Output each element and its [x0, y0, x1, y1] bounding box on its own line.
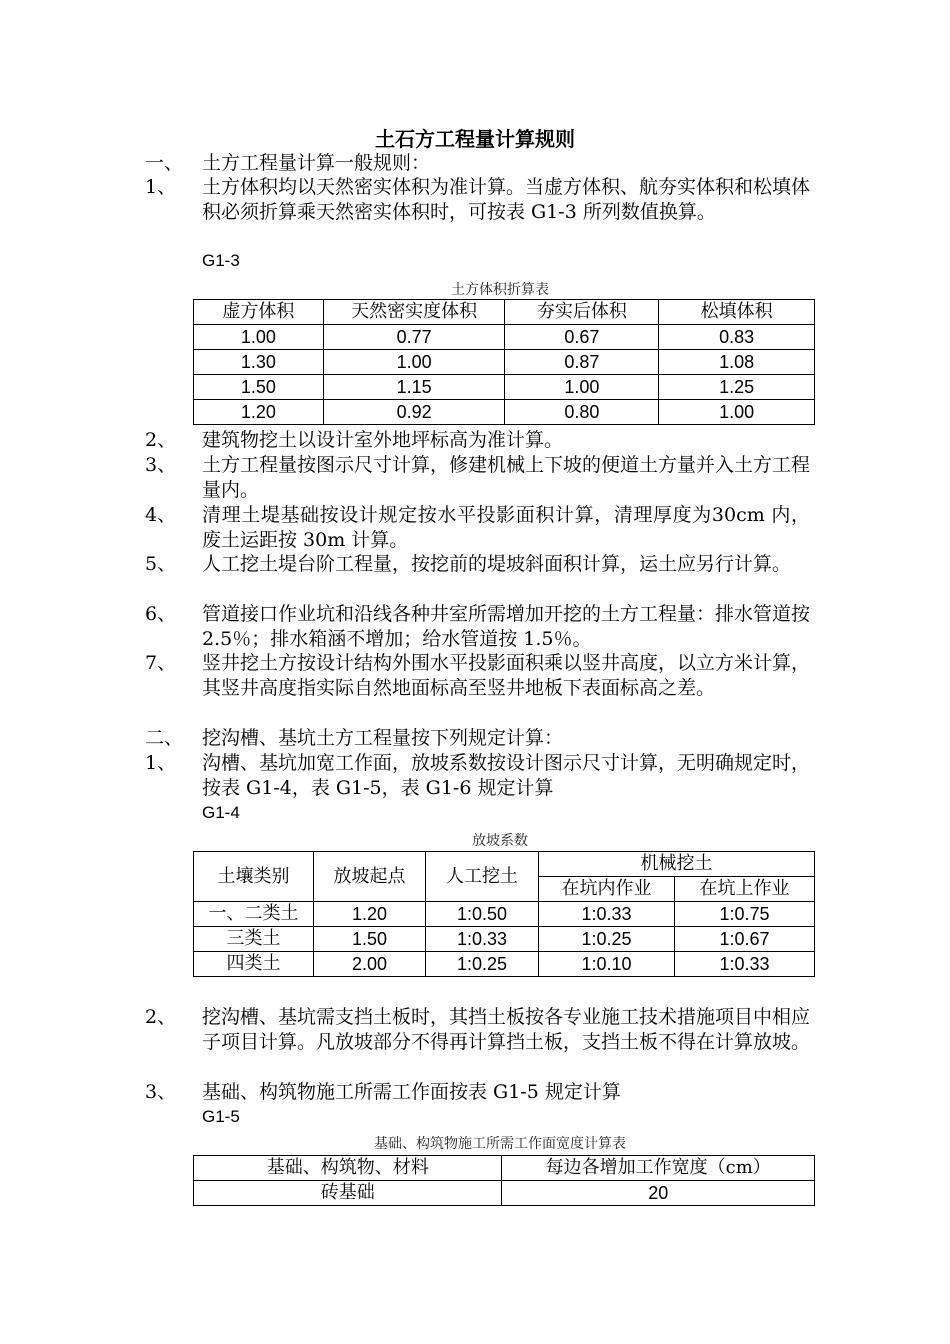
table-cell: 1.00 — [323, 350, 505, 375]
item-number: 1、 — [145, 176, 177, 198]
table-header-cell: 虚方体积 — [194, 300, 324, 325]
item-number: 2、 — [145, 429, 177, 451]
rule-item — [145, 1005, 810, 1054]
item-text: 土方工程量按图示尺寸计算，修建机械上下坡的便道土方量并入土方工程量内。 — [202, 454, 811, 501]
table-header-cell: 天然密实度体积 — [323, 300, 505, 325]
item-number: 3、 — [145, 454, 177, 476]
item-number: 6、 — [145, 603, 177, 625]
item-text: 人工挖土堤台阶工程量，按挖前的堤坡斜面积计算，运土应另行计算。 — [202, 553, 792, 575]
table-cell: 0.87 — [505, 350, 659, 375]
table-header-cell: 在坑上作业 — [675, 877, 815, 902]
table-cell: 20 — [502, 1181, 815, 1206]
rule-item — [145, 503, 810, 552]
table-cell: 四类土 — [194, 952, 314, 977]
table-cell: 砖基础 — [194, 1181, 502, 1206]
table-cell: 2.00 — [314, 952, 426, 977]
table-cell: 1.15 — [323, 375, 505, 400]
table-cell: 1.08 — [659, 350, 815, 375]
rule-item — [145, 1080, 810, 1105]
table-header-cell: 土壤类别 — [194, 852, 314, 902]
item-text: 清理土堤基础按设计规定按水平投影面积计算，清理厚度为30cm 内，废土运距按 30m 计算。 — [202, 504, 810, 551]
table-row — [194, 325, 815, 350]
table-row — [194, 927, 815, 952]
slope-coefficient-table — [193, 851, 815, 977]
table-header-cell: 基础、构筑物、材料 — [194, 1156, 502, 1181]
item-text: 土方体积均以天然密实体积为准计算。当虚方体积、航夯实体积和松填体积必须折算乘天然密实体积时，可按表 G1-3 所列数值换算。 — [202, 176, 811, 223]
table-row — [194, 902, 815, 927]
rule-item — [145, 602, 810, 651]
rule-item — [145, 453, 810, 502]
table-header-cell: 在坑内作业 — [539, 877, 675, 902]
document-title: 土石方工程量计算规则 — [375, 127, 575, 151]
table-header-cell: 机械挖土 — [539, 852, 815, 877]
table-header-cell: 夯实后体积 — [505, 300, 659, 325]
item-text: 管道接口作业坑和沿线各种井室所需增加开挖的土方工程量：排水管道按 2.5％；排水箱涵不增加；给水管道按 1.5％。 — [202, 603, 811, 650]
table-row — [194, 400, 815, 425]
item-text: 建筑物挖土以设计室外地坪标高为准计算。 — [202, 429, 564, 451]
table-header-cell: 放坡起点 — [314, 852, 426, 902]
table-caption: 放坡系数 — [472, 833, 528, 849]
table-cell: 1.20 — [314, 902, 426, 927]
table-cell: 0.83 — [659, 325, 815, 350]
item-text: 竖井挖土方按设计结构外围水平投影面积乘以竖井高度，以立方米计算，其竖井高度指实际自然地面标高至竖井地板下表面标高之差。 — [202, 652, 811, 699]
table-cell: 1:0.33 — [426, 927, 539, 952]
table-cell: 一、二类土 — [194, 902, 314, 927]
table-cell: 三类土 — [194, 927, 314, 952]
table-cell: 1.25 — [659, 375, 815, 400]
table-cell: 1.20 — [194, 400, 324, 425]
table-header-cell: 人工挖土 — [426, 852, 539, 902]
rule-item — [145, 751, 810, 800]
table-row — [194, 1181, 815, 1206]
table-cell: 1:0.75 — [675, 902, 815, 927]
section-heading-1 — [145, 151, 810, 176]
table-row — [194, 375, 815, 400]
table-caption: 基础、构筑物施工所需工作面宽度计算表 — [374, 1136, 626, 1152]
table-cell: 0.80 — [505, 400, 659, 425]
table-cell: 1.00 — [194, 325, 324, 350]
section-number: 二、 — [145, 727, 184, 749]
table-code: G1-3 — [202, 251, 240, 270]
rule-item — [145, 651, 810, 700]
item-text: 基础、构筑物施工所需工作面按表 G1-5 规定计算 — [202, 1081, 621, 1103]
table-row — [194, 952, 815, 977]
table-header-cell: 松填体积 — [659, 300, 815, 325]
table-cell: 1:0.10 — [539, 952, 675, 977]
table-cell: 1.30 — [194, 350, 324, 375]
table-caption: 土方体积折算表 — [451, 282, 549, 298]
item-number: 2、 — [145, 1006, 177, 1028]
table-cell: 1:0.33 — [539, 902, 675, 927]
table-header-cell: 每边各增加工作宽度（cm） — [502, 1156, 815, 1181]
table-cell: 1.00 — [505, 375, 659, 400]
section-heading-2 — [145, 726, 810, 751]
item-number: 5、 — [145, 553, 177, 575]
item-text: 沟槽、基坑加宽工作面，放坡系数按设计图示尺寸计算，无明确规定时，按表 G1-4，表 G1-5，表 G1-6 规定计算 — [202, 752, 811, 799]
item-text: 挖沟槽、基坑需支挡土板时，其挡土板按各专业施工技术措施项目中相应子项目计算。凡放坡部分不得再计算挡土板，支挡土板不得在计算放坡。 — [202, 1006, 811, 1053]
volume-conversion-table — [193, 299, 815, 425]
table-cell: 1.00 — [659, 400, 815, 425]
rule-item — [145, 552, 810, 577]
item-number: 1、 — [145, 752, 177, 774]
item-number: 4、 — [145, 504, 177, 526]
section-text: 土方工程量计算一般规则： — [202, 152, 431, 174]
table-cell: 1:0.67 — [675, 927, 815, 952]
rule-item — [145, 175, 810, 224]
section-number: 一、 — [145, 152, 184, 174]
table-cell: 0.92 — [323, 400, 505, 425]
table-code: G1-4 — [202, 803, 240, 822]
table-cell: 1:0.25 — [426, 952, 539, 977]
table-cell: 0.67 — [505, 325, 659, 350]
work-surface-width-table — [193, 1155, 815, 1206]
table-cell: 1.50 — [194, 375, 324, 400]
item-number: 3、 — [145, 1081, 177, 1103]
rule-item — [145, 428, 810, 453]
table-cell: 1:0.50 — [426, 902, 539, 927]
table-row — [194, 350, 815, 375]
table-cell: 1.50 — [314, 927, 426, 952]
table-cell: 1:0.25 — [539, 927, 675, 952]
table-cell: 0.77 — [323, 325, 505, 350]
table-cell: 1:0.33 — [675, 952, 815, 977]
section-text: 挖沟槽、基坑土方工程量按下列规定计算： — [202, 727, 564, 749]
item-number: 7、 — [145, 652, 177, 674]
table-code: G1-5 — [202, 1107, 240, 1126]
